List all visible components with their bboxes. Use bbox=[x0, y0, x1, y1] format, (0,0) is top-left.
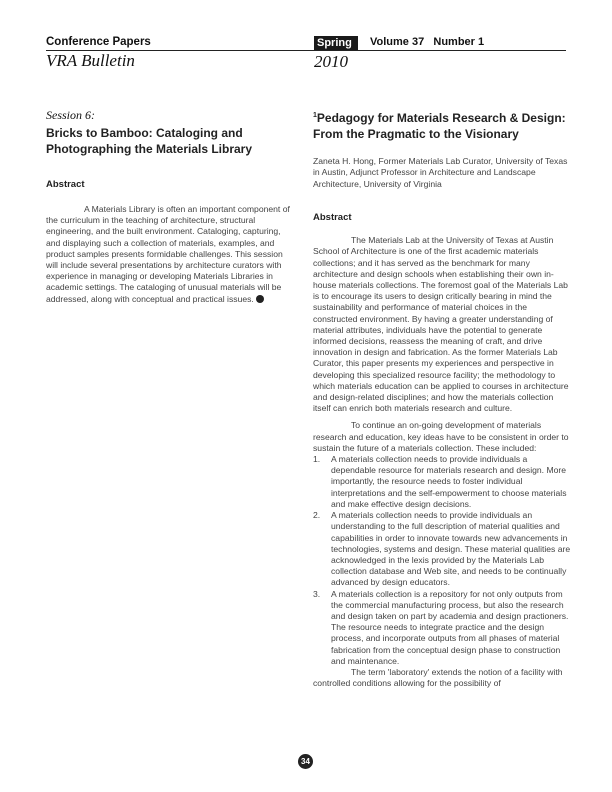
issue-number-label: Number 1 bbox=[433, 36, 485, 48]
abstract-heading: Abstract bbox=[313, 212, 352, 224]
publication-title: VRA Bulletin bbox=[46, 51, 135, 70]
running-header-section: Conference Papers bbox=[46, 36, 151, 48]
numbered-list bbox=[313, 454, 573, 667]
session-abstract bbox=[46, 204, 301, 305]
left-column bbox=[46, 108, 301, 305]
paper-title bbox=[313, 108, 573, 142]
publication-year: 2010 bbox=[314, 52, 348, 71]
page-number: 34 bbox=[298, 754, 313, 769]
end-of-article-icon: ▼ bbox=[256, 295, 264, 303]
author-affiliation: Zaneta H. Hong, Former Materials Lab Curator, University of Texas in Austin, Adjunct Professor in Architecture and Landscape Architecture, University of Virginia bbox=[313, 156, 568, 189]
session-title: Bricks to Bamboo: Cataloging and Photographing the Materials Library bbox=[46, 126, 253, 156]
right-column bbox=[313, 108, 573, 689]
session-abstract-text: A Materials Library is often an important component of the curriculum in the teaching of architecture, structural engineering, and the built environment. Cataloging, capturing, and displaying such a collection of materials, examples, and product samples presents formidable challenges. This session will include several presentations by architecture curators with experience in managing or developing Materials Libraries in academic settings. The cataloging of unusual materials will be addressed, along with conceptual and practical issues. bbox=[46, 204, 290, 304]
abstract-heading: Abstract bbox=[46, 179, 85, 190]
paper-paragraph: The Materials Lab at the University of Texas at Austin School of Architecture is one of the first academic materials collections; and it has served as the benchmark for many architecture and design schools when establishing their own in-house materials collections. The foremost goal of the Materials Lab is to encourage its users to design critically bearing in mind the sustainability and performance of material choices in the constructed environment. By having a greater understanding of material attributes, individuals have the potential to generate informed decisions, reassess the meaning of craft, and drive innovation in design and fabrication. As the former Materials Lab Curator, this paper presents my experiences and perspective in developing this specialized resource facility; the methodology to which materials education can be applied to courses in architecture and design-related disciplines; and how the materials collection itself can enrich both materials research and culture. bbox=[313, 235, 569, 414]
footnote-marker: 1 bbox=[313, 112, 317, 119]
paper-paragraph: The term 'laboratory' extends the notion of a facility with controlled conditions allowing for the possibility of bbox=[313, 666, 563, 689]
volume-number bbox=[370, 36, 484, 48]
season-label: Spring bbox=[314, 36, 358, 50]
list-item: 2. A materials collection needs to provide individuals an understanding to the full description of material qualities and capabilities in order to innovate towards new advancements in technologies, systems and design. These material qualities are acknowledged in the lexis provided by the Materials Lab collection database and Web site, and needs to be continually advanced by design educators. bbox=[313, 510, 571, 588]
paper-title-text: Pedagogy for Materials Research & Design: From the Pragmatic to the Visionary bbox=[313, 111, 566, 141]
volume-label: Volume 37 bbox=[370, 36, 425, 48]
paper-paragraph: To continue an on-going development of materials research and education, key ideas have to be consistent in order to sustain the future of a materials collection. These included: bbox=[313, 420, 569, 453]
list-item: 3. A materials collection is a repository for not only outputs from the commercial manufacturing process, but also the research and design taken on part by academia and design practioners. The resource needs to integrate practice and the design process, and incorporate outputs from all phases of material fabrication from the conceptual design phase to construction and maintenance. bbox=[313, 588, 569, 666]
session-label: Session 6: bbox=[46, 108, 95, 122]
list-item: 1. A materials collection needs to provide individuals a dependable resource for materials research and design. More importantly, the resource needs to foster individual interpretations and the self-empowerment to choose materials and make effective design decisions. bbox=[313, 454, 567, 509]
